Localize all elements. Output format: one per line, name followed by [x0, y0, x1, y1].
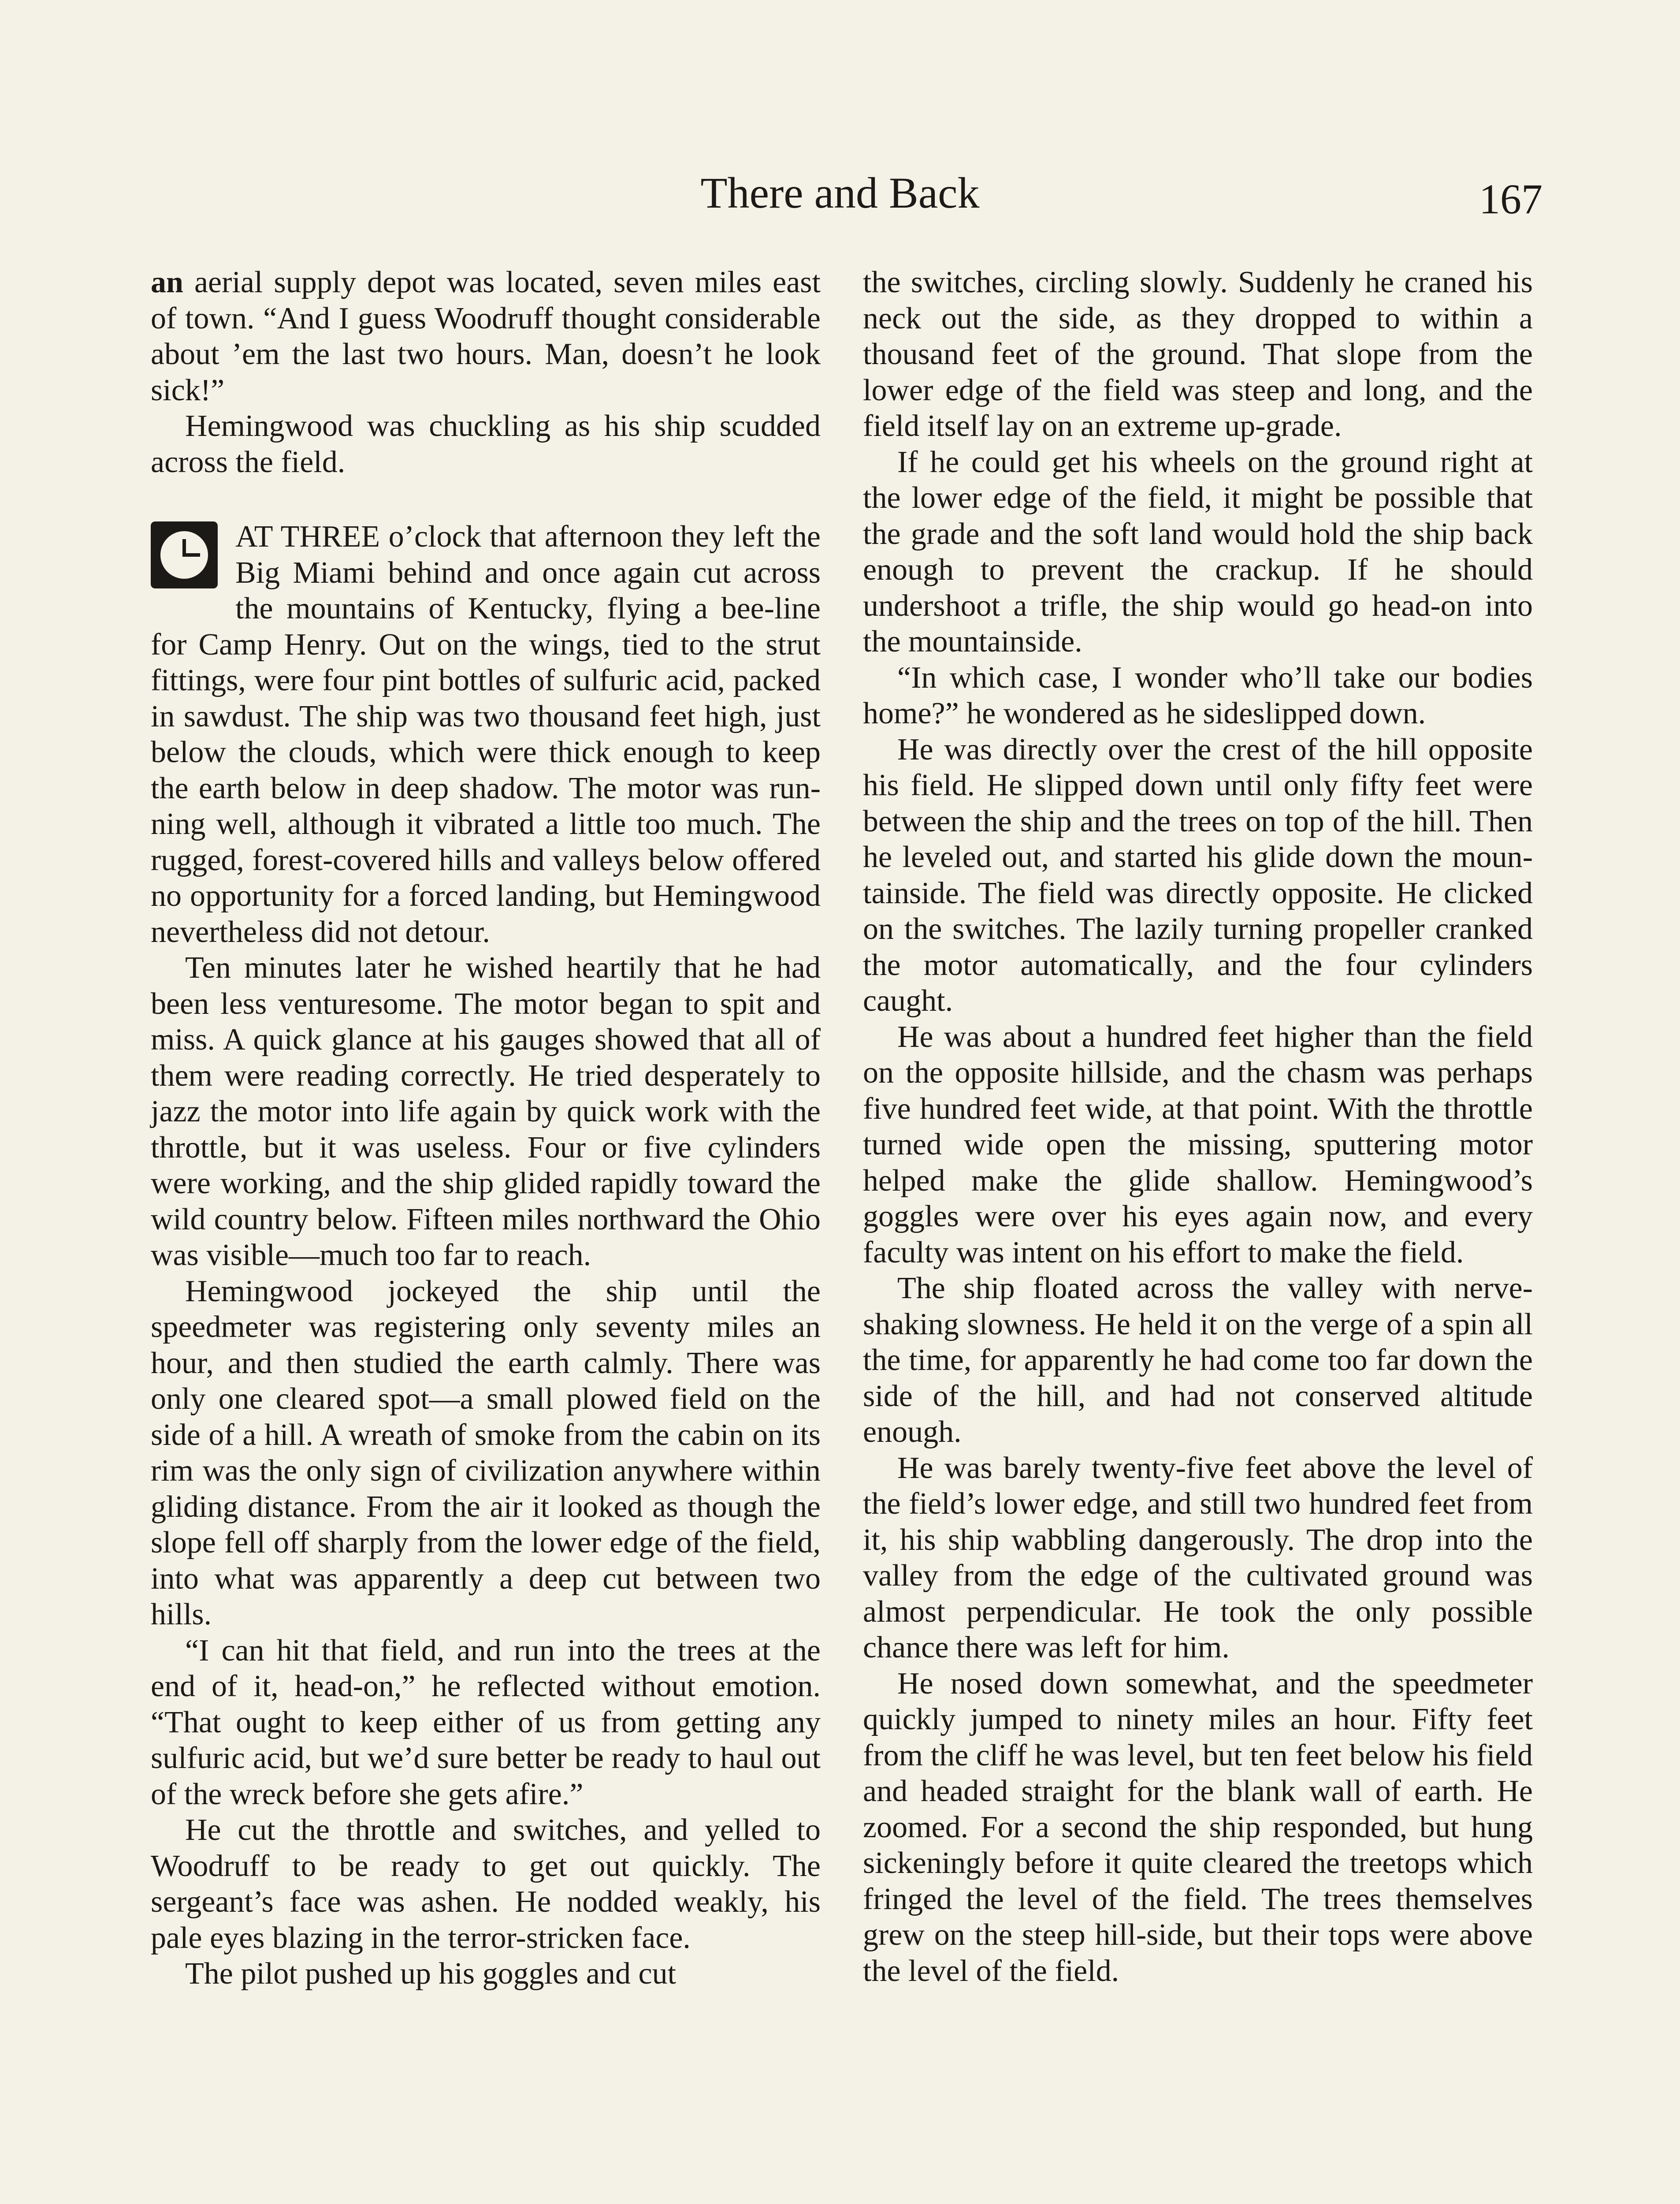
paragraph: The ship floated across the valley with nerve-shaking slowness. He held it on the verge of a spin all the time, for apparently he had come too far down the side of the hill, and had not conserved altitude enough.	[863, 1271, 1533, 1449]
paragraph: He nosed down somewhat, and the speedmeter quickly jumped to ninety miles an hour. Fifty feet from the cliff he was level, but ten feet below his field and headed straight for the blank wall of earth. He zoomed. For a second the ship responded, but hung sickeningly before it quite cleared the treetops which fringed the level of the field. The trees themselves grew on the steep hill-side, but their tops were above the level of the field.	[863, 1666, 1533, 1988]
paragraph: He cut the throttle and switches, and yelled to Woodruff to be ready to get out quickly. The sergeant’s face was ashen. He nodded weakly, his pale eyes blazing in the terror-stricken face.	[151, 1813, 821, 1955]
paragraph-text: AT THREE o’clock that afternoon they left the Big Miami behind and once again cut across the mountains of Kentucky, flying a bee-line for Camp Henry. Out on the wings, tied to the strut fittings, were four pint bottles of sulfuric acid, packed in sawdust. The ship was two thousand feet high, just below the clouds, which were thick enough to keep the earth below in deep shadow. The motor was running well, although it vibrated a little too much. The rugged, forest-covered hills and valleys below offered no opportunity for a forced landing, but Hemingwood nevertheless did not detour.	[151, 520, 821, 949]
right-column	[863, 264, 1533, 1989]
left-column	[151, 264, 821, 1992]
paragraph	[151, 264, 821, 408]
lead-word: an	[151, 265, 183, 299]
paragraph: Ten minutes later he wished heartily that he had been less venturesome. The motor began to spit and miss. A quick glance at his gauges showed that all of them were reading correctly. He tried desperately to jazz the motor into life again by quick work with the throttle, but it was useless. Four or five cylinders were working, and the ship glided rapidly toward the wild country below. Fifteen miles northward the Ohio was visible—much too far to reach.	[151, 951, 821, 1272]
running-head: There and Back	[700, 168, 980, 217]
paragraph: He was directly over the crest of the hill opposite his field. He slipped down until only fifty feet were between the ship and the trees on top of the hill. Then he leveled out, and started his glide down the mountainside. The field was directly opposite. He clicked on the switches. The lazily turning propeller cranked the motor automatically, and the four cylinders caught.	[863, 732, 1533, 1018]
section-start-paragraph	[151, 519, 821, 950]
paragraph: He was barely twenty-five feet above the level of the field’s lower edge, and still two hundred feet from it, his ship wabbling dangerously. The drop into the valley from the edge of the cultivated ground was almost perpendicular. He took the only possible chance there was left for him.	[863, 1451, 1533, 1664]
paragraph: Hemingwood was chuckling as his ship scudded across the field.	[151, 409, 821, 479]
page-number: 167	[1479, 175, 1542, 223]
paragraph: The pilot pushed up his goggles and cut	[185, 1957, 676, 1991]
paragraph: Hemingwood jockeyed the ship until the speedmeter was registering only seventy miles an hour, and then studied the earth calmly. There was only one cleared spot—a small plowed field on the side of a hill. A wreath of smoke from the cabin on its rim was the only sign of civilization anywhere within gliding distance. From the air it looked as though the slope fell off sharply from the lower edge of the field, into what was apparently a deep cut between two hills.	[151, 1274, 821, 1631]
paragraph-text: aerial supply depot was located, seven miles east of town. “And I guess Woodruff thought considerable about ’em the last two hours. Man, doesn’t he look sick!”	[151, 265, 821, 407]
paragraph: “In which case, I wonder who’ll take our bodies home?” he wondered as he sideslipped down.	[863, 660, 1533, 730]
clock-icon	[151, 521, 218, 588]
paragraph: He was about a hundred feet higher than the field on the opposite hillside, and the chasm was perhaps five hundred feet wide, at that point. With the throttle turned wide open the missing, sputtering motor helped make the glide shallow. Hemingwood’s goggles were over his eyes again now, and every faculty was intent on his effort to make the field.	[863, 1020, 1533, 1270]
paragraph: the switches, circling slowly. Suddenly he craned his neck out the side, as they dropped to within a thousand feet of the ground. That slope from the lower edge of the field was steep and long, and the field itself lay on an extreme up-grade.	[863, 265, 1533, 443]
paragraph: “I can hit that field, and run into the trees at the end of it, head-on,” he reflected without emotion. “That ought to keep either of us from getting any sulfuric acid, but we’d sure better be ready to haul out of the wreck before she gets afire.”	[151, 1633, 821, 1811]
paragraph: If he could get his wheels on the ground right at the lower edge of the field, it might be possible that the grade and the soft land would hold the ship back enough to prevent the crackup. If he should undershoot a trifle, the ship would go head-on into the mountainside.	[863, 445, 1533, 659]
